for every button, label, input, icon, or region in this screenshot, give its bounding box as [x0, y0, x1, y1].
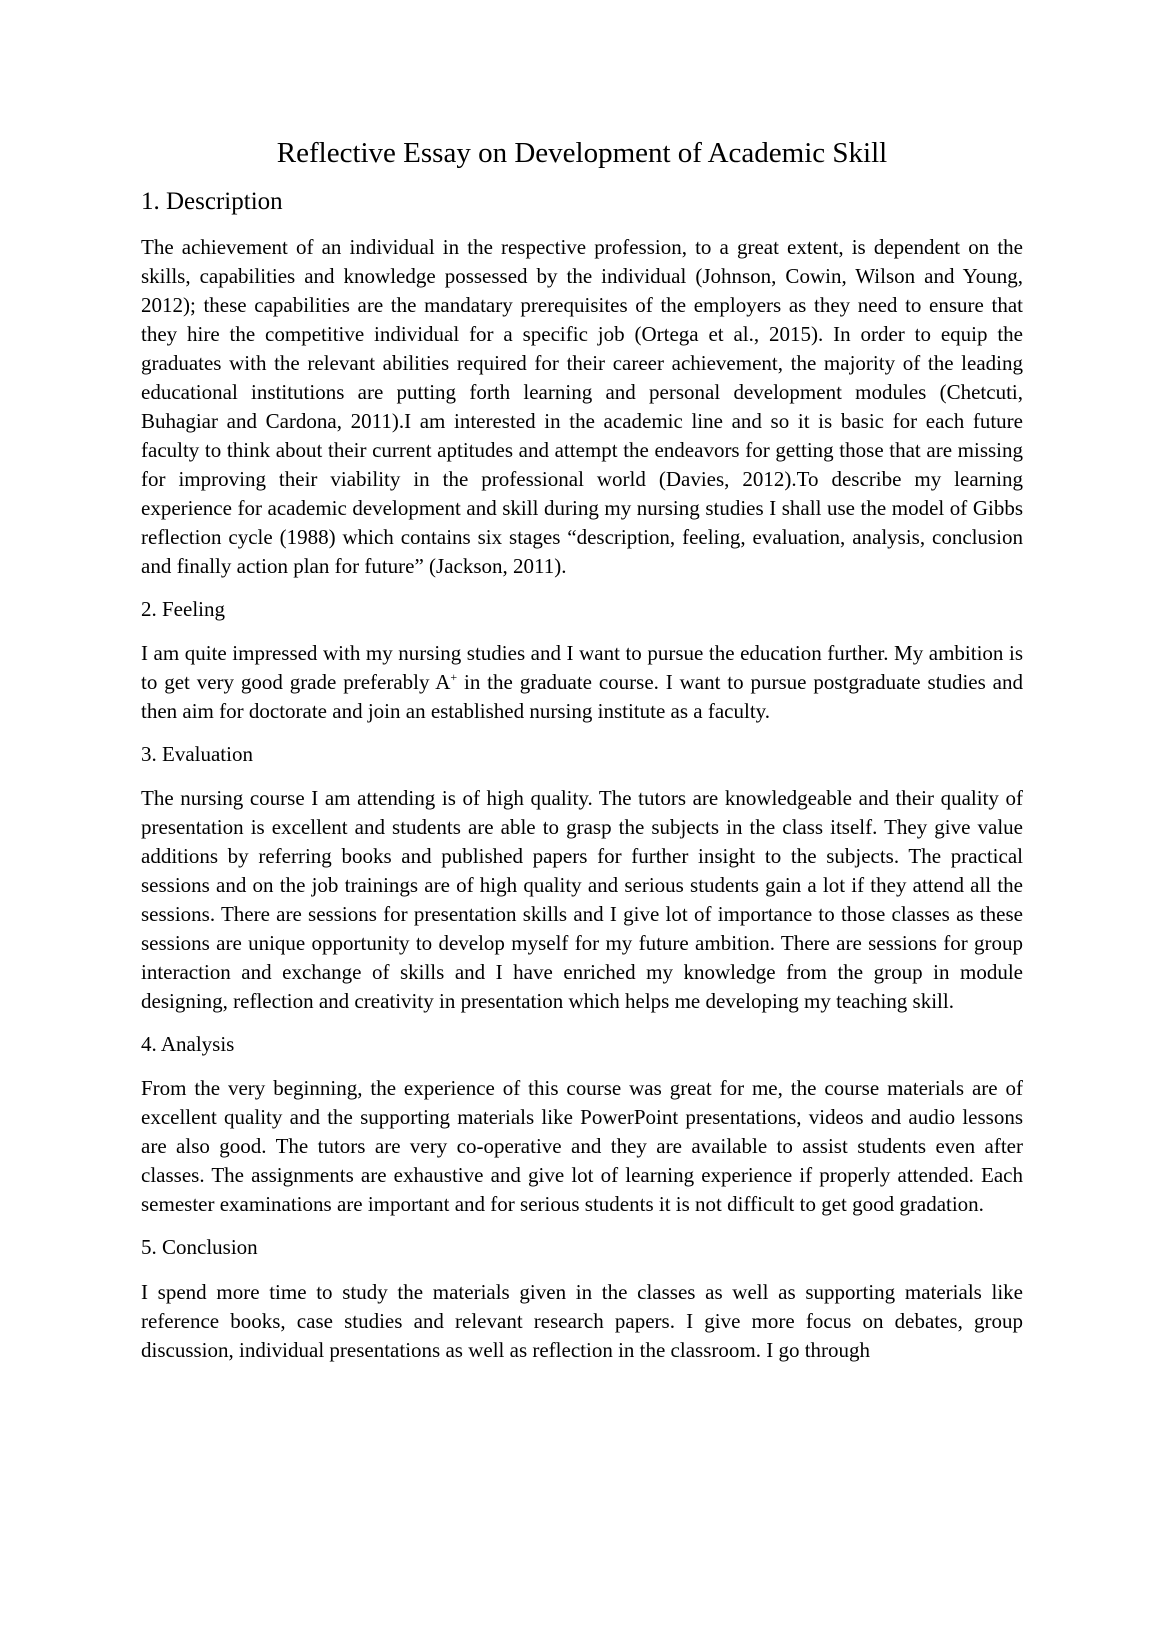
section-heading-conclusion: 5. Conclusion [141, 1235, 258, 1260]
document-title: Reflective Essay on Development of Academic Skill [276, 137, 888, 169]
section-heading-feeling: 2. Feeling [141, 596, 225, 621]
section-heading-evaluation: 3. Evaluation [141, 741, 253, 766]
section-paragraph-description: The achievement of an individual in the respective profession, to a great extent, is dependent on the skills, capabilities and knowledge possessed by the individual (Johnson, Cowin, Wilson and Young, 2012); these capabilities are the mandatary prerequisites of the employers as they need to ensure that they hire the competitive individual for a specific job (Ortega et al., 2015). In order to equip the graduates with the relevant abilities required for their career achievement, the majority of the leading educational institutions are putting forth learning and personal development modules (Chetcuti, Buhagiar and Cardona, 2011).I am interested in the academic line and so it is basic for each future faculty to think about their current aptitudes and attempt the endeavors for getting those that are missing for improving their viability in the professional world (Davies, 2012).To describe my learning experience for academic development and skill during my nursing studies I shall use the model of Gibbs reflection cycle (1988) which contains six stages “description, feeling, evaluation, analysis, conclusion and finally action plan for future” (Jackson, 2011). [141, 234, 1023, 578]
document-page [141, 136, 1023, 1381]
section-heading-analysis: 4. Analysis [141, 1032, 235, 1057]
feeling-text-after-grade: in the graduate course. I want to pursue postgraduate studies and then aim for doctorate and join an established nursing institute as a faculty. [141, 669, 1023, 723]
section-paragraph-feeling [141, 639, 1023, 726]
section-paragraph-analysis: From the very beginning, the experience of this course was great for me, the course materials are of excellent quality and the supporting materials like PowerPoint presentations, videos and audio lessons are also good. The tutors are very co-operative and they are available to assist students even after classes. The assignments are exhaustive and give lot of learning experience if properly attended. Each semester examinations are important and for serious students it is not difficult to get good gradation. [141, 1076, 1023, 1217]
grade-superscript: + [450, 669, 458, 684]
section-paragraph-conclusion: I spend more time to study the materials given in the classes as well as supporting materials like reference books, case studies and relevant research papers. I give more focus on debates, group discussion, individual presentations as well as reflection in the classroom. I go through [141, 1279, 1023, 1362]
section-heading-description: 1. Description [141, 187, 283, 215]
section-paragraph-evaluation: The nursing course I am attending is of high quality. The tutors are knowledgeable and their quality of presentation is excellent and students are able to grasp the subjects in the class itself. They give value additions by referring books and published papers for further insight to the subjects. The practical sessions and on the job trainings are of high quality and serious students gain a lot if they attend all the sessions. There are sessions for presentation skills and I give lot of importance to those classes as these sessions are unique opportunity to develop myself for my future ambition. There are sessions for group interaction and exchange of skills and I have enriched my knowledge from the group in module designing, reflection and creativity in presentation which helps me developing my teaching skill. [141, 786, 1023, 1014]
feeling-text-before-grade: I am quite impressed with my nursing studies and I want to pursue the education further. My ambition is to get very good grade preferably A [141, 640, 1023, 694]
